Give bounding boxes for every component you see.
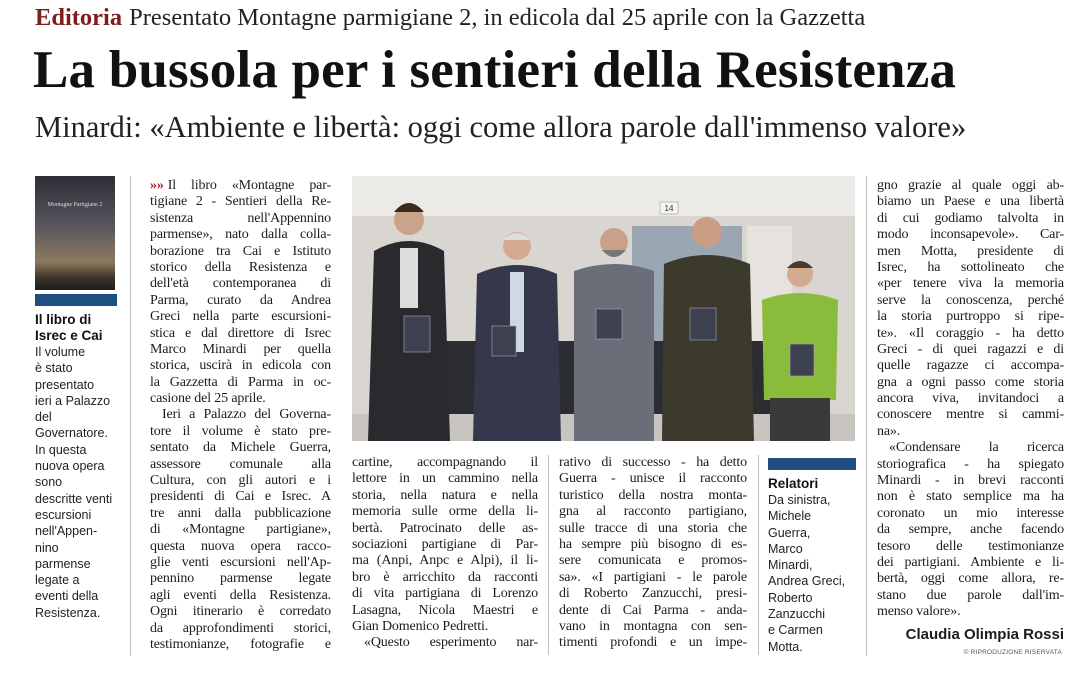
text-line: [877, 604, 1064, 620]
text-line: [559, 635, 747, 651]
relatori-text-line: Andrea Greci,: [768, 574, 846, 589]
line-text: dell'età contemporanea di: [150, 276, 331, 292]
sidebar-text-line: nell'Appen-: [35, 524, 98, 539]
relatori-text-line: Da sinistra,: [768, 493, 831, 507]
relatori-title: Relatori: [768, 476, 819, 491]
sidebar-text-line: nino: [35, 540, 59, 555]
text-line: [150, 391, 331, 407]
relatori-text-line: Marco: [768, 541, 803, 556]
kicker: [35, 4, 865, 32]
article-column-3: [559, 455, 747, 652]
event-photo: [352, 176, 855, 441]
line-text: gno grazie al quale oggi ab-: [877, 178, 1064, 193]
text-line: [150, 342, 331, 358]
line-text: tre anni dalla pubblicazione: [150, 505, 331, 521]
line-text: serve la conoscenza, perché: [877, 292, 1064, 308]
text-line: [877, 227, 1064, 243]
text-line: [150, 276, 331, 292]
line-text: presidenti di Cai e Isrec. A: [150, 489, 331, 505]
sidebar-text-line: presentato: [35, 377, 95, 392]
text-line: [150, 604, 331, 620]
line-text: tesoro delle testimonianze: [877, 538, 1064, 554]
text-line: [877, 489, 1064, 505]
section-label: Editoria: [35, 4, 123, 31]
text-line: [877, 457, 1064, 473]
text-line: [352, 521, 538, 537]
line-text: Isrec, ha sottolineato che: [877, 259, 1064, 275]
book-cover-image: [35, 176, 115, 290]
line-text: casione del 25 aprile.: [150, 391, 266, 407]
line-text: Marco Minardi per quella: [150, 341, 331, 357]
text-line: [150, 457, 331, 473]
line-text: stica e dal direttore di Isrec: [150, 325, 331, 341]
text-line: [877, 293, 1064, 309]
book-cover-title: Montagne Partigiane 2: [47, 202, 103, 208]
text-line: [150, 588, 331, 604]
relatori-accent-bar: [768, 458, 856, 470]
line-text: bro è arricchito da racconti: [352, 569, 538, 585]
text-line: [150, 358, 331, 374]
line-text: timenti profondi e un impe-: [559, 635, 747, 651]
sidebar-text-line: escursioni: [35, 507, 92, 522]
line-text: non è stato semplice ma ha: [877, 489, 1064, 505]
line-text: conoscere mentre si cammi-: [877, 407, 1064, 423]
line-text: da approfondimenti storici,: [150, 620, 331, 636]
text-line: [352, 619, 538, 635]
relatori-text-line: Roberto: [768, 590, 813, 605]
text-line: [150, 260, 331, 276]
text-line: [877, 375, 1064, 391]
line-text: di vita partigiana di Lorenzo: [352, 586, 538, 602]
text-line: [352, 570, 538, 586]
text-line: [877, 571, 1064, 587]
line-text: di Roberto Zanzucchi, presi-: [559, 586, 747, 602]
line-text: borazione tra Cai e Istituto: [150, 243, 331, 259]
text-line: [352, 603, 538, 619]
text-line: [877, 342, 1064, 358]
paragraph: [877, 178, 1064, 440]
article-column-1: [150, 178, 331, 653]
line-text: sere comunicata e promos-: [559, 553, 747, 569]
text-line: [352, 537, 538, 553]
paragraph: [150, 178, 331, 407]
column-divider: [758, 455, 759, 655]
text-line: [877, 358, 1064, 374]
line-text: sentato da Michele Guerra,: [150, 440, 331, 456]
article-column-4: [877, 178, 1064, 621]
text-line: [877, 473, 1064, 489]
sidebar-text-line: nuova opera: [35, 459, 105, 474]
copyright-notice: © RIPRODUZIONE RISERVATA: [963, 649, 1062, 656]
text-line: [559, 521, 747, 537]
relatori-text-line: Guerra,: [768, 525, 811, 540]
line-text: Il libro «Montagne par-: [167, 178, 331, 193]
line-text: ha sempre più bisogno di es-: [559, 536, 747, 552]
relatori-text-line: Minardi,: [768, 558, 813, 573]
text-line: [150, 489, 331, 505]
subheadline: Minardi: «Ambiente e libertà: oggi come allora parole dall'immenso valore»: [35, 110, 967, 144]
text-line: [877, 309, 1064, 325]
text-line: [150, 293, 331, 309]
line-text: di cui godiamo talvolta in: [877, 210, 1064, 226]
line-text: bertà, oggi come allora, re-: [877, 571, 1064, 587]
sidebar-text-line: del: [35, 410, 52, 425]
text-line: [352, 455, 538, 471]
text-line: [150, 473, 331, 489]
line-text: Ieri a Palazzo del Governa-: [162, 407, 331, 423]
line-text: lettore in un cammino nella: [352, 471, 538, 487]
text-line: [877, 407, 1064, 423]
text-line: [559, 603, 747, 619]
text-line: [150, 440, 331, 456]
text-line: [877, 326, 1064, 342]
text-line: [877, 555, 1064, 571]
line-text: «Questo esperimento nar-: [364, 635, 538, 651]
sidebar-title-line: Isrec e Cai: [35, 328, 103, 343]
line-text: parmense», nato dalla colla-: [150, 227, 331, 243]
line-text: Minardi - in brevi racconti: [877, 473, 1064, 489]
text-line: [352, 488, 538, 504]
relatori-text-line: Michele: [768, 509, 812, 524]
line-text: sistenza nell'Appennino: [150, 210, 331, 226]
line-text: Ogni itinerario è corredato: [150, 604, 331, 620]
relatori-text-line: Motta.: [768, 639, 803, 654]
relatori-text-line: Zanzucchi: [768, 607, 825, 622]
text-line: [559, 488, 747, 504]
line-text: turistico della nostra monta-: [559, 487, 747, 503]
text-line: [352, 553, 538, 569]
line-text: sulle tracce di una storia che: [559, 520, 747, 536]
line-text: gna a ogni passo come storia: [877, 374, 1064, 390]
column-divider: [548, 455, 549, 655]
text-line: [559, 471, 747, 487]
line-text: dente di Cai Parma - anda-: [559, 602, 747, 618]
paragraph: [559, 455, 747, 652]
line-text: quelle ragazze ci accompa-: [877, 358, 1064, 374]
text-line: [150, 621, 331, 637]
text-line: [150, 244, 331, 260]
sidebar-text-line: parmense: [35, 556, 91, 571]
text-line: [877, 539, 1064, 555]
sidebar-text-line: Il volume: [35, 345, 86, 359]
sidebar-accent-bar: [35, 294, 117, 306]
line-text: menso valore».: [877, 604, 961, 620]
text-line: [877, 178, 1064, 194]
line-text: agli eventi della Resistenza.: [150, 587, 331, 603]
text-line: [150, 539, 331, 555]
text-line: [877, 440, 1064, 456]
line-text: Guerra - unisce il racconto: [559, 471, 747, 487]
paragraph: [150, 407, 331, 653]
line-text: cartine, accompagnando il: [352, 455, 538, 470]
sidebar-box: [35, 176, 117, 621]
sidebar-text-line: descritte venti: [35, 491, 113, 506]
sidebar-text-line: In questa: [35, 442, 87, 457]
text-line: [150, 309, 331, 325]
text-line: [150, 522, 331, 538]
text-line: [877, 424, 1064, 440]
line-text: la storia purtroppo si ripe-: [877, 309, 1064, 325]
text-line: [877, 260, 1064, 276]
text-line: [877, 244, 1064, 260]
sidebar-text-line: Resistenza.: [35, 605, 101, 620]
text-line: [150, 178, 331, 194]
sign-number: 14: [664, 204, 674, 213]
line-text: Greci nella parte escursioni-: [150, 309, 331, 325]
headline: La bussola per i sentieri della Resistenza: [33, 41, 957, 99]
text-line: [150, 227, 331, 243]
text-line: [150, 571, 331, 587]
line-text: «per tenere viva la memoria: [877, 276, 1064, 292]
line-text: biamo un Paese e una libertà: [877, 194, 1064, 210]
text-line: [877, 211, 1064, 227]
text-line: [150, 506, 331, 522]
text-line: [877, 588, 1064, 604]
line-text: storia, nella natura e nella: [352, 487, 538, 503]
line-text: da sempre, anche facendo: [877, 522, 1064, 538]
article-column-2: [352, 455, 538, 652]
text-line: [559, 586, 747, 602]
sidebar-text-line: eventi della: [35, 589, 99, 604]
text-line: [352, 471, 538, 487]
line-text: te». «Il coraggio - ha detto: [877, 325, 1064, 341]
paragraph: [352, 635, 538, 651]
relatori-text-line: e Carmen: [768, 623, 823, 638]
line-text: men Motta, presidente di: [877, 243, 1064, 259]
line-text: ma (Anpi, Anpc e Alpi), il li-: [352, 553, 538, 569]
text-line: [559, 504, 747, 520]
text-line: [877, 391, 1064, 407]
text-line: [559, 619, 747, 635]
line-text: sociazioni partigiane di Par-: [352, 536, 538, 552]
text-line: [352, 586, 538, 602]
text-line: [150, 407, 331, 423]
text-line: [559, 455, 747, 471]
line-text: la Gazzetta di Parma in oc-: [150, 374, 331, 390]
text-line: [559, 570, 747, 586]
line-text: glie venti escursioni nell'Ap-: [150, 554, 331, 570]
text-line: [352, 635, 538, 651]
line-text: tigiane 2 - Sentieri della Re-: [150, 194, 331, 210]
text-line: [877, 194, 1064, 210]
line-text: Lasagna, Nicola Maestri e: [352, 602, 538, 618]
text-line: [150, 326, 331, 342]
line-text: assessore comunale alla: [150, 456, 331, 472]
line-text: stano due parole dall'im-: [877, 587, 1064, 603]
line-text: coronato un mio interesse: [877, 505, 1064, 521]
sidebar-title-line: Il libro di: [35, 312, 92, 327]
relatori-box: [768, 458, 856, 655]
line-text: Gian Domenico Pedretti.: [352, 618, 489, 634]
sidebar-text-line: è stato: [35, 361, 73, 376]
line-text: questa nuova opera racco-: [150, 538, 331, 554]
line-text: testimonianze, fotografie e: [150, 636, 331, 652]
line-text: bertà. Patrocinato delle as-: [352, 520, 538, 536]
sidebar-text-line: ieri a Palazzo: [35, 393, 111, 408]
paragraph: [352, 455, 538, 635]
text-line: [150, 211, 331, 227]
text-line: [877, 276, 1064, 292]
line-text: dei partigiani. Ambiente e li-: [877, 554, 1064, 570]
column-divider: [866, 176, 867, 656]
paragraph: [877, 440, 1064, 620]
line-text: storiografica - ha spiegato: [877, 456, 1064, 472]
text-line: [150, 194, 331, 210]
lead-marker-icon: »»: [150, 178, 164, 193]
line-text: modo inconsapevole». Car-: [877, 227, 1064, 243]
line-text: gna al racconto partigiano,: [559, 504, 747, 520]
text-line: [150, 375, 331, 391]
text-line: [150, 555, 331, 571]
line-text: Parma, curato da Andrea: [150, 292, 331, 308]
text-line: [877, 522, 1064, 538]
line-text: ancora viva, invitandoci a: [877, 391, 1064, 407]
line-text: storica, uscirà in edicola con: [150, 358, 331, 374]
text-line: [559, 553, 747, 569]
line-text: «Condensare la ricerca: [889, 440, 1064, 456]
sidebar-text-line: sono: [35, 475, 63, 490]
line-text: rativo di successo - ha detto: [559, 455, 747, 470]
text-line: [352, 504, 538, 520]
text-line: [150, 637, 331, 653]
line-text: Greci - di quei ragazzi e di: [877, 341, 1064, 357]
line-text: pennino parmense legate: [150, 571, 331, 587]
line-text: vano in montagna con sen-: [559, 618, 747, 634]
byline: Claudia Olimpia Rossi: [905, 626, 1064, 643]
line-text: storico della Resistenza e: [150, 259, 331, 275]
text-line: [559, 537, 747, 553]
kicker-text: Presentato Montagne parmigiane 2, in edicola dal 25 aprile con la Gazzetta: [129, 4, 866, 31]
line-text: tore il volume è stato pre-: [150, 423, 331, 439]
line-text: sa». «I partigiani - le parole: [559, 569, 747, 585]
line-text: memoria sulle orme della li-: [352, 504, 538, 520]
line-text: Cultura, con gli autori e i: [150, 473, 331, 489]
text-line: [877, 506, 1064, 522]
line-text: na».: [877, 423, 901, 439]
line-text: di «Montagne partigiane»,: [150, 522, 331, 538]
sidebar-text-line: Governatore.: [35, 426, 108, 441]
text-line: [150, 424, 331, 440]
sidebar-text-line: legate a: [35, 573, 80, 588]
column-divider: [130, 176, 131, 656]
